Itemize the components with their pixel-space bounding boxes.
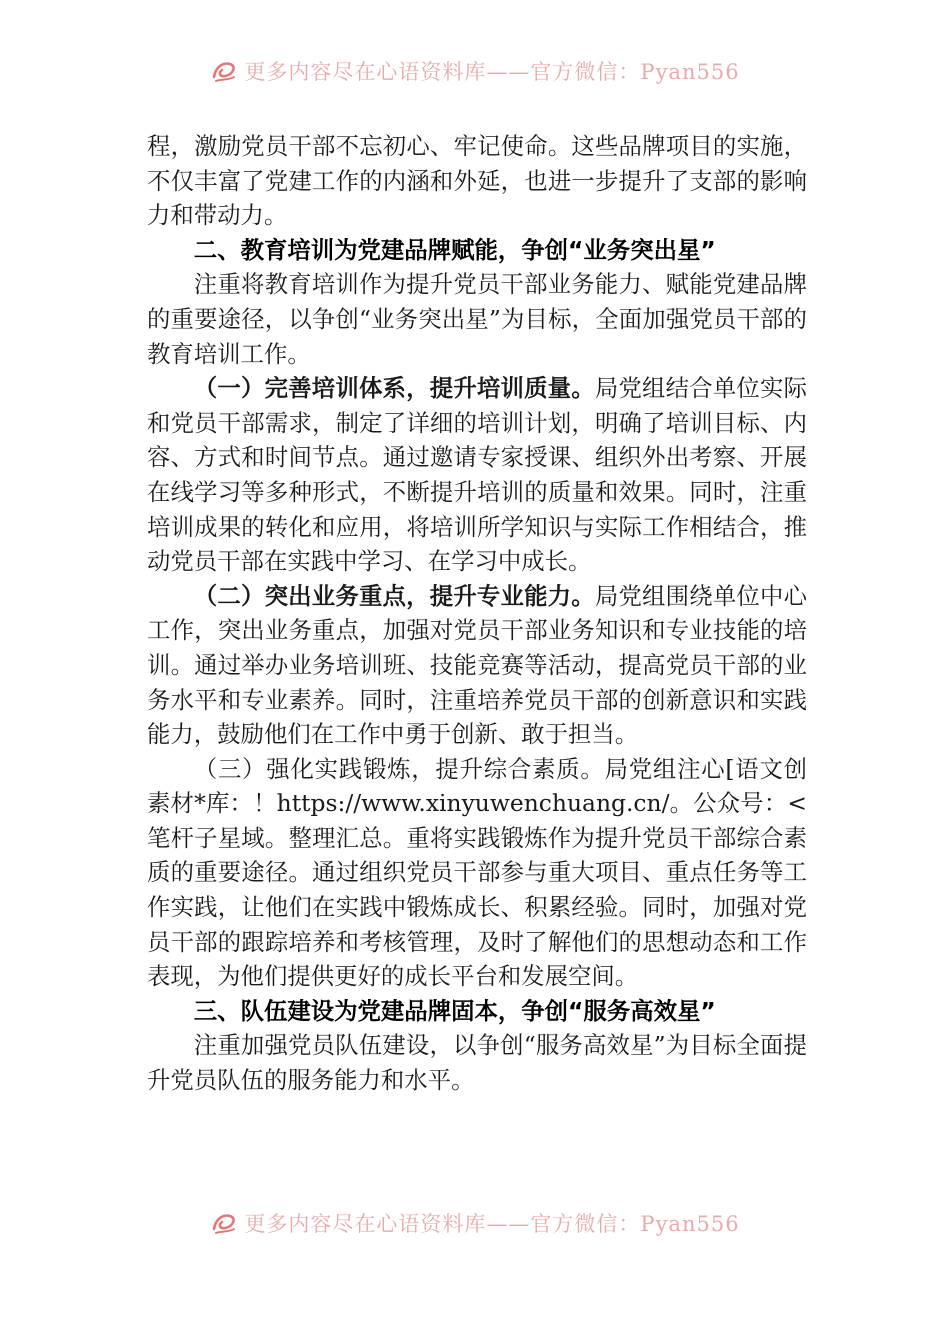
section-heading-3: 三、队伍建设为党建品牌固本，争创“服务高效星” [193, 996, 716, 1025]
logo-mark-icon [210, 57, 238, 85]
header-watermark [0, 52, 950, 90]
document-body [147, 129, 807, 1098]
paragraph-continuation: 程，激励党员干部不忘初心、牢记使命。这些品牌项目的实施，不仅丰富了党建工作的内涵和外延，也进一步提升了支部的影响力和带动力。 [147, 132, 807, 230]
paragraph-intro-3: 注重加强党员队伍建设，以争创“服务高效星”为目标全面提升党员队伍的服务能力和水平。 [147, 1031, 807, 1095]
section-heading-2: 二、教育培训为党建品牌赋能，争创“业务突出星” [193, 235, 716, 264]
sub-3-text: 局党组注心[语文创素材*库：！https://www.xinyuwenchuang.cn/。公众号：<笔杆子星域。整理汇总。重将实践锻炼作为提升党员干部综合素质的重要途径。通过组织党员干部参与重大项目、重点任务等工作实践，让他们在实践中锻炼成长、积累经验。同时，加强对党员干部的跟踪培养和考核管理，及时了解他们的思想动态和工作表现，为他们提供更好的成长平台和发展空间。 [147, 754, 808, 991]
logo-mark-icon [210, 1209, 238, 1237]
subheading-2: （二）突出业务重点，提升专业能力。 [193, 581, 595, 610]
paragraph-sub-3 [147, 752, 807, 994]
paragraph-intro-2: 注重将教育培训作为提升党员干部业务能力、赋能党建品牌的重要途径，以争创“业务突出星”为目标，全面加强党员干部的教育培训工作。 [147, 270, 807, 368]
paragraph-sub-2 [147, 579, 807, 752]
watermark-text: 更多内容尽在心语资料库——官方微信：Pyan556 [244, 60, 740, 84]
watermark-text: 更多内容尽在心语资料库——官方微信：Pyan556 [244, 1212, 740, 1236]
subheading-1: （一）完善培训体系，提升培训质量。 [193, 374, 595, 403]
paragraph-sub-1 [147, 371, 807, 579]
subheading-3: （三）强化实践锻炼，提升综合素质。 [193, 754, 605, 783]
footer-watermark [0, 1204, 950, 1242]
sub-1-text: 局党组结合单位实际和党员干部需求，制定了详细的培训计划，明确了培训目标、内容、方式和时间节点。通过邀请专家授课、组织外出考察、开展在线学习等多种形式，不断提升培训的质量和效果。同时，注重培训成果的转化和应用，将培训所学知识与实际工作相结合，推动党员干部在实践中学习、在学习中成长。 [147, 374, 808, 576]
sub-2-text: 局党组围绕单位中心工作，突出业务重点，加强对党员干部业务知识和专业技能的培训。通过举办业务培训班、技能竞赛等活动，提高党员干部的业务水平和专业素养。同时，注重培养党员干部的创新意识和实践能力，鼓励他们在工作中勇于创新、敢于担当。 [147, 581, 808, 749]
